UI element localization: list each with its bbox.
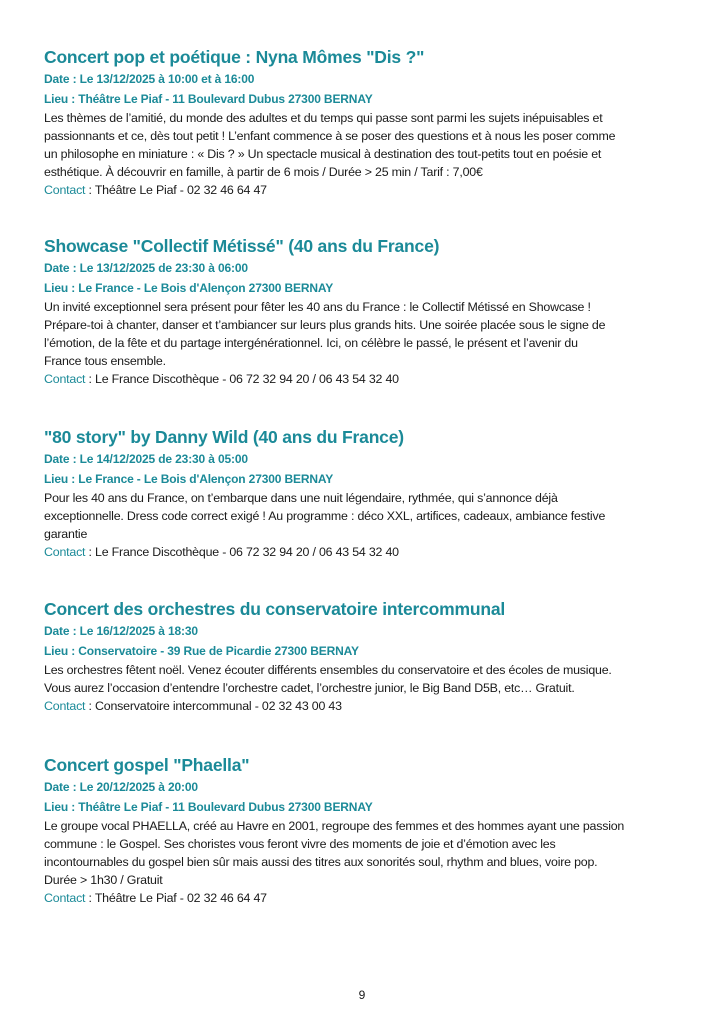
event-date: Date : Le 16/12/2025 à 18:30 <box>44 624 198 638</box>
contact-label: Contact <box>44 699 86 713</box>
contact-value: : Le France Discothèque - 06 72 32 94 20 / 06 43 54 32 40 <box>85 372 399 386</box>
event-description-line: incontournables du gospel bien sûr mais aussi des titres aux sonorités soul, rhythm and blues, voire pop. <box>44 855 598 869</box>
event-description-line: exceptionnelle. Dress code correct exigé ! Au programme : déco XXL, artifices, cadeaux, ambiance festive <box>44 509 606 523</box>
contact-value: : Théâtre Le Piaf - 02 32 46 64 47 <box>85 183 267 197</box>
event-section <box>44 753 684 907</box>
event-description-line: Les orchestres fêtent noël. Venez écouter différents ensembles du conservatoire et des écoles de musique. <box>44 663 612 677</box>
event-title: Concert des orchestres du conservatoire intercommunal <box>44 599 506 619</box>
event-description-line: Durée > 1h30 / Gratuit <box>44 873 163 887</box>
event-contact <box>44 889 684 907</box>
event-description-line: l’émotion, de la fête et du partage intergénérationnel. Ici, on célèbre le passé, le présent et l’avenir du <box>44 336 578 350</box>
event-section <box>44 234 684 388</box>
event-date: Date : Le 13/12/2025 de 23:30 à 06:00 <box>44 261 248 275</box>
event-description-line: France tous ensemble. <box>44 354 166 368</box>
event-contact <box>44 181 684 199</box>
contact-label: Contact <box>44 372 86 386</box>
event-section <box>44 425 684 561</box>
event-description-line: esthétique. À découvrir en famille, à partir de 6 mois / Durée > 25 min / Tarif : 7,00€ <box>44 165 483 179</box>
event-place: Lieu : Théâtre Le Piaf - 11 Boulevard Dubus 27300 BERNAY <box>44 92 373 106</box>
event-place: Lieu : Théâtre Le Piaf - 11 Boulevard Dubus 27300 BERNAY <box>44 800 373 814</box>
contact-label: Contact <box>44 545 86 559</box>
event-date: Date : Le 13/12/2025 à 10:00 et à 16:00 <box>44 72 255 86</box>
event-description-line: Le groupe vocal PHAELLA, créé au Havre en 2001, regroupe des femmes et des hommes ayant une passion <box>44 819 625 833</box>
event-contact <box>44 543 684 561</box>
event-description-line: commune : le Gospel. Ses choristes vous feront vivre des moments de joie et d’émotion avec les <box>44 837 556 851</box>
event-description-line: Pour les 40 ans du France, on t’embarque dans une nuit légendaire, rythmée, qui s’annonce déjà <box>44 491 558 505</box>
page-number: 9 <box>358 988 366 1002</box>
event-description-line: Vous aurez l’occasion d’entendre l’orchestre cadet, l’orchestre junior, le Big Band D5B, etc… Gratuit. <box>44 681 575 695</box>
event-place: Lieu : Le France - Le Bois d'Alençon 27300 BERNAY <box>44 472 334 486</box>
event-date: Date : Le 14/12/2025 de 23:30 à 05:00 <box>44 452 248 466</box>
event-description-line: passionnants et ce, dès tout petit ! L’enfant commence à se poser des questions et à nous les poser comme <box>44 129 616 143</box>
contact-value: : Le France Discothèque - 06 72 32 94 20 / 06 43 54 32 40 <box>85 545 399 559</box>
contact-value: : Théâtre Le Piaf - 02 32 46 64 47 <box>85 891 267 905</box>
event-title: Concert pop et poétique : Nyna Mômes "Dis ?" <box>44 47 425 67</box>
event-description-line: un philosophe en miniature : « Dis ? » Un spectacle musical à destination des tout-petits tout en poésie et <box>44 147 602 161</box>
event-contact <box>44 697 684 715</box>
event-description-line: Prépare-toi à chanter, danser et t’ambiancer sur leurs plus grands hits. Une soirée placée sous le signe de <box>44 318 606 332</box>
event-date: Date : Le 20/12/2025 à 20:00 <box>44 780 198 794</box>
contact-label: Contact <box>44 891 86 905</box>
event-section <box>44 45 684 199</box>
event-description-line: Les thèmes de l’amitié, du monde des adultes et du temps qui passe sont parmi les sujets inépuisables et <box>44 111 603 125</box>
event-title: Showcase "Collectif Métissé" (40 ans du France) <box>44 236 440 256</box>
contact-label: Contact <box>44 183 86 197</box>
event-description-line: garantie <box>44 527 88 541</box>
event-description-line: Un invité exceptionnel sera présent pour fêter les 40 ans du France : le Collectif Métissé en Showcase ! <box>44 300 591 314</box>
event-section <box>44 597 684 715</box>
event-place: Lieu : Le France - Le Bois d'Alençon 27300 BERNAY <box>44 281 334 295</box>
event-title: Concert gospel "Phaella" <box>44 755 250 775</box>
contact-value: : Conservatoire intercommunal - 02 32 43 00 43 <box>85 699 342 713</box>
event-contact <box>44 370 684 388</box>
event-title: "80 story" by Danny Wild (40 ans du France) <box>44 427 404 447</box>
event-place: Lieu : Conservatoire - 39 Rue de Picardie 27300 BERNAY <box>44 644 359 658</box>
